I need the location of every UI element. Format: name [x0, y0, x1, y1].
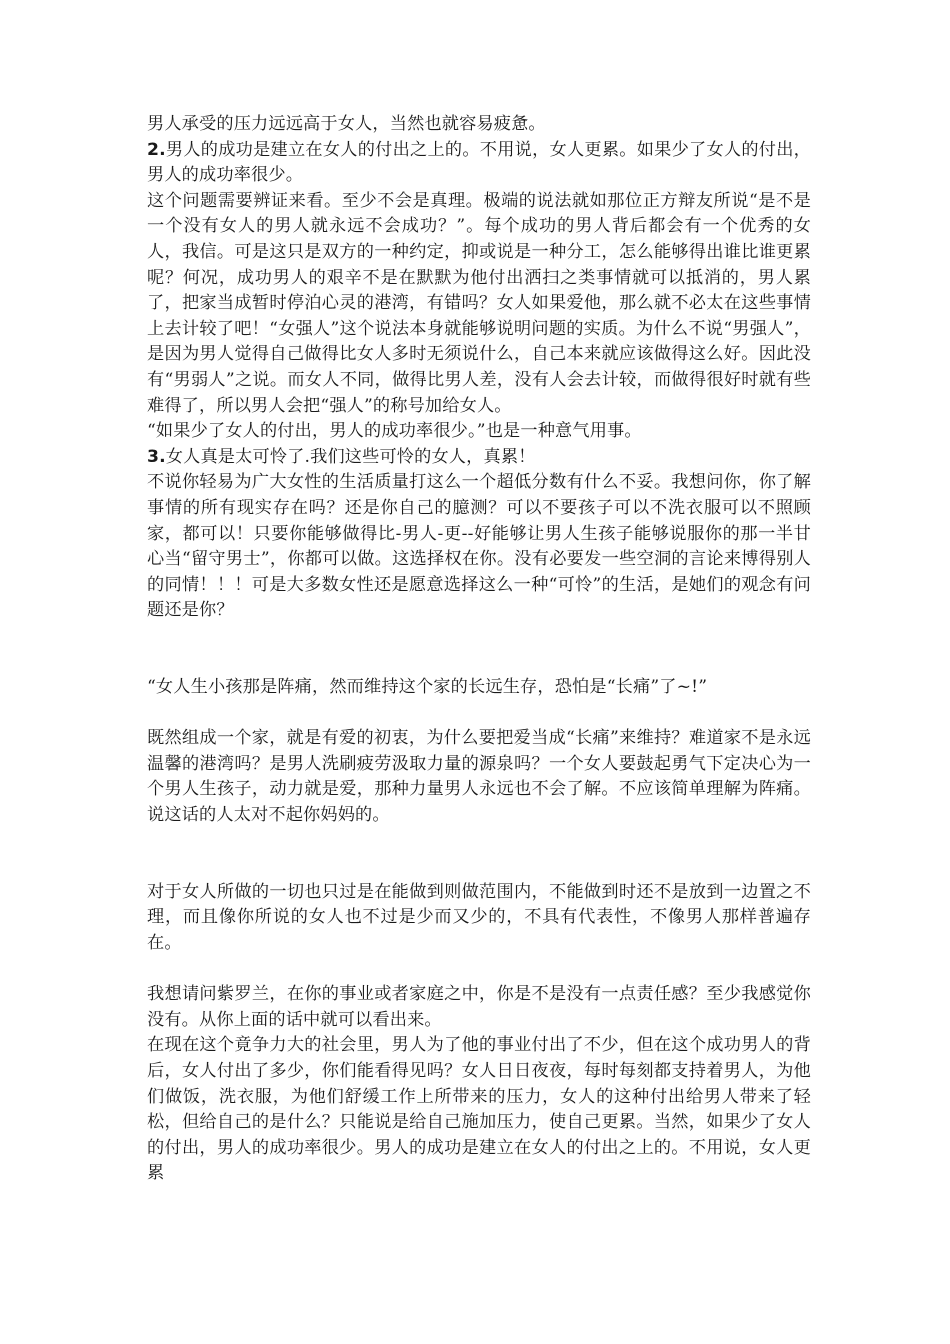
paragraph: 对于女人所做的一切也只过是在能做到则做范围内，不能做到时还不是放到一边置之不理，而且像你所说的女人也不过是少而又少的，不具有代表性，不像男人那样普遍存在。 — [147, 881, 811, 953]
spacer — [147, 701, 811, 727]
spacer — [147, 624, 811, 675]
numbered-paragraph — [147, 445, 811, 471]
spacer — [147, 829, 811, 880]
paragraph: 我想请问紫罗兰，在你的事业或者家庭之中，你是不是没有一点责任感？至少我感觉你没有。从你上面的话中就可以看出来。 — [147, 984, 811, 1030]
paragraph: 男人承受的压力远远高于女人，当然也就容易疲惫。 — [147, 114, 546, 134]
item-text: 女人真是太可怜了.我们这些可怜的女人，真累！ — [165, 446, 536, 467]
item-number: 3. — [147, 446, 166, 467]
spacer — [147, 957, 811, 983]
item-text: 男人的成功是建立在女人的付出之上的。不用说，女人更累。如果少了女人的付出，男人的成功率很少。 — [147, 139, 811, 186]
paragraph: 既然组成一个家，就是有爱的初衷，为什么要把爱当成“长痛”来维持？难道家不是永远温馨的港湾吗？是男人洗刷疲劳汲取力量的源泉吗？一个女人要鼓起勇气下定决心为一个男人生孩子，动力就是爱，那种力量男人永远也不会了解。不应该简单理解为阵痛。说这话的人太对不起你妈妈的。 — [147, 728, 811, 826]
item-number: 2. — [147, 139, 166, 160]
paragraph: 不说你轻易为广大女性的生活质量打这么一个超低分数有什么不妥。我想问你，你了解事情的所有现实存在吗？还是你自己的臆测？可以不要孩子可以不洗衣服可以不照顾家，都可以！只要你能够做得比-男人-更--好能够让男人生孩子能够说服你的那一半甘心当“留守男士”，你都可以做。这选择权在你。没有必要发一些空洞的言论来博得别人的同情！！！可是大多数女性还是愿意选择这么一种“可怜”的生活，是她们的观念有问题还是你？ — [147, 472, 811, 621]
paragraph: “如果少了女人的付出，男人的成功率很少。”也是一种意气用事。 — [147, 421, 642, 442]
quote-paragraph: “女人生小孩那是阵痛，然而维持这个家的长远生存，恐怕是“长痛”了~!” — [147, 677, 708, 698]
numbered-paragraph — [147, 138, 811, 189]
paragraph: 在现在这个竟争力大的社会里，男人为了他的事业付出了不少，但在这个成功男人的背后，女人付出了多少，你们能看得见吗？女人日日夜夜，每时每刻都支持着男人，为他们做饭，洗衣服，为他们舒缓工作上所带来的压力，女人的这种付出给男人带来了轻松，但给自己的是什么？只能说是给自己施加压力，使自己更累。当然，如果少了女人的付出，男人的成功率很少。男人的成功是建立在女人的付出之上的。不用说，女人更累 — [147, 1035, 811, 1184]
document-body — [147, 112, 811, 1187]
paragraph: 这个问题需要辨证来看。至少不会是真理。极端的说法就如那位正方辩友所说“是不是一个没有女人的男人就永远不会成功？”。每个成功的男人背后都会有一个优秀的女人，我信。可是这只是双方的一种约定，抑或说是一种分工，怎么能够得出谁比谁更累呢？何况，成功男人的艰辛不是在默默为他付出洒扫之类事情就可以抵消的，男人累了，把家当成暂时停泊心灵的港湾，有错吗？女人如果爱他，那么就不必太在这些事情上去计较了吧！“女强人”这个说法本身就能够说明问题的实质。为什么不说“男强人”，是因为男人觉得自己做得比女人多时无须说什么，自己本来就应该做得这么好。因此没有“男弱人”之说。而女人不同，做得比男人差，没有人会去计较，而做得很好时就有些难得了，所以男人会把“强人”的称号加给女人。 — [147, 190, 811, 416]
